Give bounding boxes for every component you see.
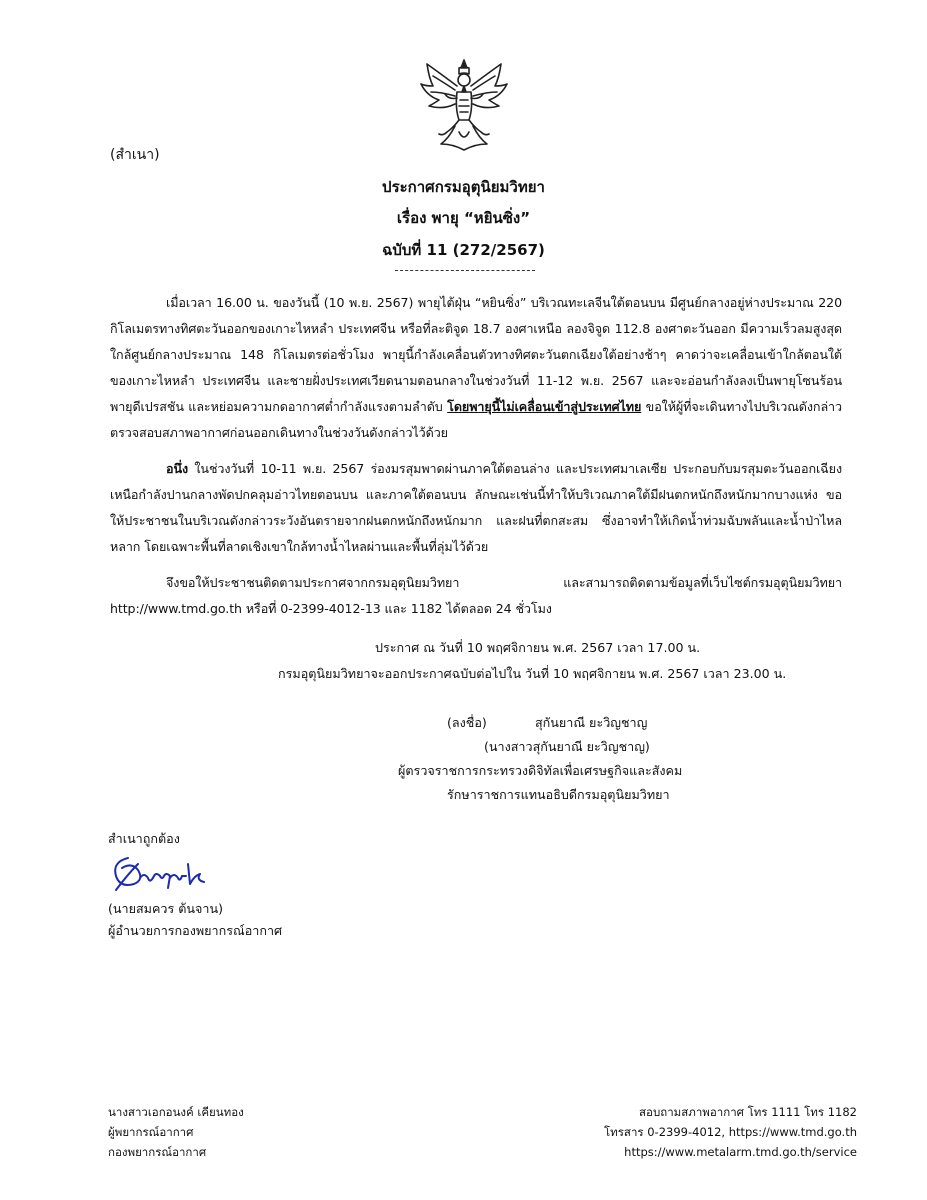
signed-name: สุกันยาณี ยะวิญชาญ: [535, 715, 648, 730]
paragraph-follow-updates: [110, 570, 842, 622]
title-separator: [395, 270, 535, 271]
paragraph-monsoon-warning: [110, 456, 842, 560]
signed-label: (ลงชื่อ): [447, 715, 487, 730]
signer-acting-position: รักษาราชการแทนอธิบดีกรมอุตุนิยมวิทยา: [447, 787, 670, 802]
forecaster-name: นางสาวเอกอนงค์ เคียนทอง: [108, 1105, 244, 1119]
announce-date: ประกาศ ณ วันที่ 10 พฤศจิกายน พ.ศ. 2567 เวลา 17.00 น.: [375, 640, 701, 655]
paragraph-1-text-end: ขอให้ผู้ที่จะเดินทางไปบริเวณดังกล่าวตรวจสอบสภาพอากาศก่อนออกเดินทางในช่วงวันดังกล่าวไว้ด้วย: [110, 399, 843, 440]
garuda-emblem-icon: [419, 56, 509, 152]
document-subject: เรื่อง พายุ “หยินซิ่ง”: [396, 209, 531, 227]
next-announcement: กรมอุตุนิยมวิทยาจะออกประกาศฉบับต่อไปใน วันที่ 10 พฤศจิกายน พ.ศ. 2567 เวลา 23.00 น.: [278, 666, 787, 681]
certified-copy-label: สำเนาถูกต้อง: [108, 831, 180, 846]
contact-fax-website: โทรสาร 0-2399-4012, https://www.tmd.go.th: [604, 1125, 857, 1139]
emphasis-text: โดยพายุนี้ไม่เคลื่อนเข้าสู่ประเทศไทย: [447, 399, 642, 414]
certifier-name: (นายสมควร ต้นจาน): [108, 901, 223, 916]
copy-tag: (สำเนา): [110, 147, 160, 163]
forecaster-division: กองพยากรณ์อากาศ: [108, 1145, 207, 1159]
contact-phone: สอบถามสภาพอากาศ โทร 1111 โทร 1182: [639, 1105, 857, 1119]
certifier-position: ผู้อำนวยการกองพยากรณ์อากาศ: [108, 923, 283, 938]
paragraph-2-lead: อนึ่ง: [166, 461, 189, 476]
forecaster-title: ผู้พยากรณ์อากาศ: [108, 1125, 194, 1139]
paragraph-1-text: เมื่อเวลา 16.00 น. ของวันนี้ (10 พ.ย. 2567) พายุไต้ฝุ่น “หยินซิ่ง” บริเวณทะเลจีนใต้ตอนบน มีศูนย์กลางอยู่ห่างประมาณ 220 กิโลเมตรทางทิศตะวันออกของเกาะไหหลำ ประเทศจีน หรือที่ละติจูด 18.7 องศาเหนือ ลองจิจูด 112.8 องศาตะวันออก มีความเร็วลมสูงสุดใกล้ศูนย์กลางประมาณ 148 กิโลเมตรต่อชั่วโมง พายุนี้กำลังเคลื่อนตัวทางทิศตะวันตกเฉียงใต้อย่างช้าๆ คาดว่าจะเคลื่อนเข้าใกล้ตอนใต้ของเกาะไหหลำ ประเทศจีน และชายฝั่งประเทศเวียดนามตอนกลางในช่วงวันที่ 11-12 พ.ย. 2567 และจะอ่อนกำลังลงเป็นพายุโซนร้อน พายุดีเปรสชัน และหย่อมความกดอากาศต่ำกำลังแรงตามลำดับ: [110, 295, 842, 414]
document-title: ประกาศกรมอุตุนิยมวิทยา: [382, 178, 545, 196]
signer-position: ผู้ตรวจราชการกระทรวงดิจิทัลเพื่อเศรษฐกิจและสังคม: [398, 763, 683, 778]
footer-left: [108, 1102, 244, 1162]
footer-right: [604, 1102, 857, 1162]
contact-service-url: https://www.metalarm.tmd.go.th/service: [624, 1145, 857, 1159]
paragraph-storm-details: [110, 290, 842, 446]
handwritten-signature: [108, 850, 218, 896]
signer-full-name: (นางสาวสุกันยาณี ยะวิญชาญ): [484, 739, 650, 754]
paragraph-2-text: ในช่วงวันที่ 10-11 พ.ย. 2567 ร่องมรสุมพาดผ่านภาคใต้ตอนล่าง และประเทศมาเลเซีย ประกอบกับมรสุมตะวันออกเฉียงเหนือกำลังปานกลางพัดปกคลุมอ่าวไทยตอนบน และภาคใต้ตอนบน ลักษณะเช่นนี้ทำให้บริเวณภาคใต้มีฝนตกหนักถึงหนักมากบางแห่ง ขอให้ประชาชนในบริเวณดังกล่าวระวังอันตรายจากฝนตกหนักถึงหนักมาก และฝนที่ตกสะสม ซึ่งอาจทำให้เกิดน้ำท่วมฉับพลันและน้ำป่าไหลหลาก โดยเฉพาะพื้นที่ลาดเชิงเขาใกล้ทางน้ำไหลผ่านและพื้นที่ลุ่มไว้ด้วย: [110, 461, 842, 554]
paragraph-3-text: จึงขอให้ประชาชนติดตามประกาศจากกรมอุตุนิยมวิทยา และสามารถติดตามข้อมูลที่เว็บไซต์กรมอุตุนิยมวิทยา http://www.tmd.go.th หรือที่ 0-2399-4012-13 และ 1182 ได้ตลอด 24 ชั่วโมง: [110, 575, 842, 616]
document-issue-number: ฉบับที่ 11 (272/2567): [382, 241, 545, 259]
